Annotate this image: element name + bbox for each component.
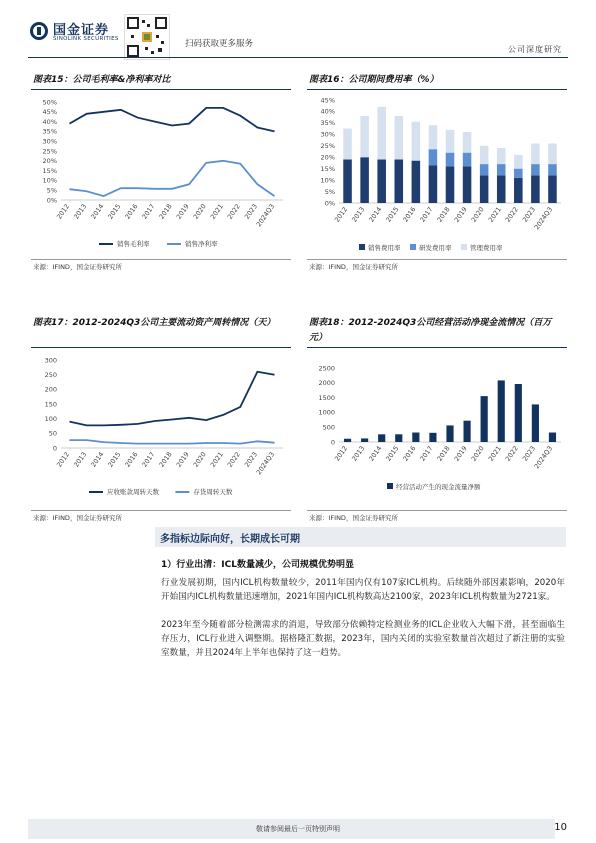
x-tick-label: 2014 xyxy=(367,205,384,224)
x-tick-label: 2013 xyxy=(350,205,367,224)
qr-code-icon[interactable] xyxy=(124,14,170,60)
chart-margin-comparison xyxy=(31,92,293,257)
bar xyxy=(548,143,557,164)
y-tick-label: 250 xyxy=(44,370,57,379)
x-tick-label: 2024Q3 xyxy=(532,205,555,232)
x-tick-label: 2014 xyxy=(89,450,106,469)
x-tick-label: 2022 xyxy=(503,205,520,224)
figure-16-source: 来源：IFIND，国金证券研究所 xyxy=(309,263,398,271)
bar xyxy=(515,384,522,442)
x-tick-label: 2023 xyxy=(520,444,538,463)
legend-swatch xyxy=(410,244,416,250)
x-tick-label: 2021 xyxy=(486,205,503,224)
bar xyxy=(497,148,506,164)
bar xyxy=(395,116,404,159)
y-tick-label: 500 xyxy=(322,423,335,432)
brand-logo-icon xyxy=(30,22,48,40)
bar xyxy=(531,176,540,203)
bar xyxy=(429,149,438,165)
bar xyxy=(412,122,421,161)
scan-prompt: 扫码获取更多服务 xyxy=(185,39,254,49)
bar xyxy=(532,404,539,442)
x-tick-label: 2020 xyxy=(469,205,486,224)
figure-18-source: 来源：IFIND，国金证券研究所 xyxy=(309,514,398,522)
bar xyxy=(514,169,523,178)
x-tick-label: 2013 xyxy=(350,444,367,463)
y-tick-label: 50 xyxy=(48,429,57,438)
series-line xyxy=(70,108,275,131)
x-tick-label: 2024Q3 xyxy=(532,444,555,471)
figure-17-title: 图表17：2012-2024Q3公司主要流动资产周转情况（天） xyxy=(33,318,276,328)
x-tick-label: 2018 xyxy=(157,202,174,221)
section-title: 多指标边际向好，长期成长可期 xyxy=(160,534,300,545)
x-tick-label: 2017 xyxy=(140,202,157,221)
x-tick-label: 2019 xyxy=(174,202,191,221)
bar xyxy=(361,438,368,442)
brand-name: 国金证券 xyxy=(53,23,110,38)
y-tick-label: 25% xyxy=(42,147,57,156)
x-tick-label: 2022 xyxy=(503,444,520,463)
x-tick-label: 2021 xyxy=(486,444,503,463)
y-tick-label: 150 xyxy=(44,400,57,409)
x-tick-label: 2012 xyxy=(55,202,72,221)
series-line xyxy=(70,440,275,444)
y-tick-label: 1000 xyxy=(318,408,335,417)
sub-title: 1）行业出清：ICL数量减少，公司规模优势明显 xyxy=(161,560,354,570)
figure-16-rule xyxy=(307,89,567,90)
bar xyxy=(514,155,523,169)
x-tick-label: 2012 xyxy=(55,450,72,469)
figure-15-title: 图表15：公司毛利率&净利率对比 xyxy=(33,75,171,85)
x-tick-label: 2014 xyxy=(89,202,106,221)
bar xyxy=(548,176,557,203)
legend-label: 管理费用率 xyxy=(470,244,503,252)
y-tick-label: 40% xyxy=(42,117,57,126)
x-tick-label: 2020 xyxy=(469,444,486,463)
x-tick-label: 2012 xyxy=(333,205,350,224)
bar xyxy=(514,178,523,203)
x-tick-label: 2016 xyxy=(401,205,418,224)
bar xyxy=(395,160,404,203)
figure-18-title: 图表18：2012-2024Q3公司经营活动净现金流情况（百万元） xyxy=(309,318,552,343)
bar xyxy=(395,434,402,442)
bar xyxy=(343,129,352,160)
bar xyxy=(446,153,455,167)
report-type: 公司深度研究 xyxy=(508,45,562,54)
x-tick-label: 2022 xyxy=(225,450,242,469)
series-line xyxy=(70,372,275,426)
y-tick-label: 15% xyxy=(320,164,335,173)
figure-16-bottom-rule xyxy=(307,259,567,260)
y-tick-label: 15% xyxy=(42,166,57,175)
legend-swatch xyxy=(387,483,393,489)
x-tick-label: 2015 xyxy=(384,444,401,463)
bar xyxy=(497,176,506,203)
bar xyxy=(463,166,472,203)
x-tick-label: 2013 xyxy=(72,202,89,221)
chart-operating-cashflow xyxy=(307,350,569,508)
x-tick-label: 2020 xyxy=(191,450,208,469)
figure-16-title: 图表16：公司期间费用率（%） xyxy=(309,75,439,85)
y-tick-label: 40% xyxy=(320,107,335,116)
y-tick-label: 5% xyxy=(324,187,335,196)
y-tick-label: 35% xyxy=(320,119,335,128)
x-tick-label: 2022 xyxy=(225,202,242,221)
x-tick-label: 2018 xyxy=(435,205,452,224)
bar xyxy=(480,164,489,175)
y-tick-label: 0% xyxy=(324,199,335,208)
figure-18-bottom-rule xyxy=(307,510,567,511)
bar xyxy=(481,396,488,442)
y-tick-label: 0 xyxy=(52,444,57,453)
legend-swatch xyxy=(461,244,467,250)
x-tick-label: 2020 xyxy=(191,202,208,221)
x-tick-label: 2016 xyxy=(123,450,140,469)
y-tick-label: 0 xyxy=(330,438,335,447)
y-tick-label: 5% xyxy=(46,186,57,195)
x-tick-label: 2016 xyxy=(123,202,140,221)
x-tick-label: 2023 xyxy=(520,205,538,224)
bar xyxy=(360,157,369,203)
figure-15-rule xyxy=(31,89,291,90)
bar xyxy=(549,433,556,442)
y-tick-label: 2500 xyxy=(318,364,335,373)
bar xyxy=(412,433,419,442)
y-tick-label: 20% xyxy=(320,153,335,162)
bar xyxy=(378,434,385,442)
x-tick-label: 2015 xyxy=(106,202,123,221)
x-tick-label: 2019 xyxy=(174,450,191,469)
x-tick-label: 2023 xyxy=(242,202,260,221)
y-tick-label: 45% xyxy=(42,108,57,117)
bar xyxy=(446,425,453,442)
figure-17-bottom-rule xyxy=(31,510,291,511)
bar xyxy=(344,439,351,442)
chart-expense-ratios xyxy=(307,92,569,257)
legend-label: 应收账款周转天数 xyxy=(107,488,159,496)
x-tick-label: 2015 xyxy=(384,205,401,224)
x-tick-label: 2019 xyxy=(452,444,469,463)
y-tick-label: 20% xyxy=(42,157,57,166)
series-line xyxy=(70,161,275,196)
x-tick-label: 2017 xyxy=(418,205,435,224)
x-tick-label: 2021 xyxy=(208,202,225,221)
bar xyxy=(480,146,489,164)
footer-disclaimer: 敬请参阅最后一页特别声明 xyxy=(256,825,340,833)
bar xyxy=(548,164,557,175)
bar xyxy=(463,421,470,442)
y-tick-label: 2000 xyxy=(318,379,335,388)
paragraph-2: 2023年至今随着部分检测需求的消退，导致部分依赖特定检测业务的ICL企业收入大幅下滑，甚至面临生存压力，ICL行业进入调整期。据格隆汇数据，2023年，国内关闭的实验室数量首次超过了新注册的实验室数量，并且2024年上半年也保持了这一趋势。 xyxy=(161,620,565,658)
y-tick-label: 30% xyxy=(42,137,57,146)
x-tick-label: 2018 xyxy=(157,450,174,469)
figure-15-bottom-rule xyxy=(31,259,291,260)
legend-swatch xyxy=(359,244,365,250)
bar xyxy=(463,153,472,167)
bar xyxy=(360,116,369,157)
x-tick-label: 2012 xyxy=(333,444,350,463)
legend-label: 销售毛利率 xyxy=(117,240,150,248)
figure-17-source: 来源：IFIND，国金证券研究所 xyxy=(33,514,122,522)
page-number: 10 xyxy=(554,822,567,833)
bar xyxy=(429,125,438,149)
header-divider xyxy=(28,57,568,58)
x-tick-label: 2023 xyxy=(242,450,260,469)
y-tick-label: 45% xyxy=(320,96,335,105)
figure-15-source: 来源：IFIND，国金证券研究所 xyxy=(33,263,122,271)
y-tick-label: 10% xyxy=(320,176,335,185)
y-tick-label: 25% xyxy=(320,142,335,151)
bar xyxy=(412,161,421,203)
bar xyxy=(377,107,386,160)
y-tick-label: 200 xyxy=(44,385,57,394)
x-tick-label: 2024Q3 xyxy=(254,202,277,229)
bar xyxy=(480,176,489,203)
legend-label: 研发费用率 xyxy=(419,244,452,252)
y-tick-label: 10% xyxy=(42,176,57,185)
y-tick-label: 35% xyxy=(42,127,57,136)
legend-label: 经营活动产生的现金流量净额 xyxy=(396,483,481,491)
x-tick-label: 2016 xyxy=(401,444,418,463)
y-tick-label: 50% xyxy=(42,98,57,107)
x-tick-label: 2019 xyxy=(452,205,469,224)
x-tick-label: 2018 xyxy=(435,444,452,463)
bar xyxy=(498,380,505,442)
x-tick-label: 2015 xyxy=(106,450,123,469)
x-tick-label: 2017 xyxy=(140,450,157,469)
bar xyxy=(429,165,438,203)
x-tick-label: 2013 xyxy=(72,450,89,469)
legend-label: 存货周转天数 xyxy=(193,488,233,496)
x-tick-label: 2024Q3 xyxy=(254,450,277,477)
y-tick-label: 300 xyxy=(44,356,57,365)
bar xyxy=(497,164,506,175)
y-tick-label: 1500 xyxy=(318,393,335,402)
bar xyxy=(429,433,436,442)
bar xyxy=(531,143,540,164)
bar xyxy=(377,160,386,203)
bar xyxy=(343,160,352,203)
x-tick-label: 2017 xyxy=(418,444,435,463)
y-tick-label: 30% xyxy=(320,130,335,139)
brand-name-en: SINOLINK SECURITIES xyxy=(53,36,119,42)
bar xyxy=(531,164,540,175)
bar xyxy=(446,130,455,153)
y-tick-label: 100 xyxy=(44,414,57,423)
legend-label: 销售净利率 xyxy=(185,240,218,248)
paragraph-1: 行业发展初期，国内ICL机构数量较少，2011年国内仅有107家ICL机构。后续随外部因素影响，2020年开始国内ICL机构数量迅速增加，2021年国内ICL机构数高达2100家，2023年ICL机构数量为2721家。 xyxy=(161,578,565,602)
figure-17-rule xyxy=(31,347,291,348)
figure-18-rule xyxy=(307,347,567,348)
x-tick-label: 2021 xyxy=(208,450,225,469)
x-tick-label: 2014 xyxy=(367,444,384,463)
bar xyxy=(446,166,455,203)
bar xyxy=(463,132,472,153)
legend-label: 销售费用率 xyxy=(368,244,401,252)
chart-turnover-days xyxy=(31,350,293,508)
y-tick-label: 0% xyxy=(46,196,57,205)
